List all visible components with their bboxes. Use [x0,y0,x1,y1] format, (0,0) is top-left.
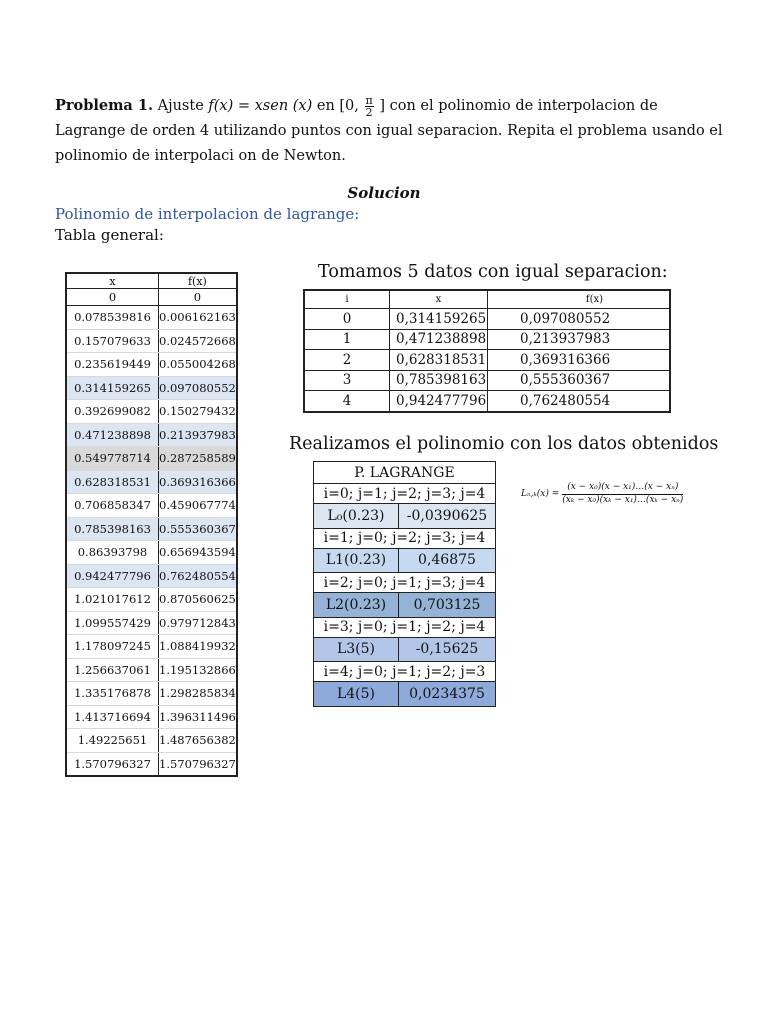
cell-x: 0.86393798 [66,541,159,565]
cell-fx: 0.656943594 [159,541,237,565]
cell-fx: 1.298285834 [159,682,237,706]
lagrange-value-row [314,504,496,529]
cell-x: 1.256637061 [66,658,159,682]
table-row [66,306,237,330]
table-row [66,470,237,494]
table-row [66,353,237,377]
lagrange-label: L₀(0.23) [314,504,399,529]
lagrange-value: 0,46875 [399,548,496,573]
cell-x: 0,785398163 [390,370,488,391]
problem-label: Problema 1. [55,97,154,114]
table-row [66,376,237,400]
lagrange-index-row [314,484,496,504]
cell-x: 1.49225651 [66,729,159,753]
formula-denominator: (xₖ − x₀)(xₖ − x₁)…(xₖ − xₙ) [562,495,684,505]
problem-text-1: Ajuste [157,98,204,114]
table-row [304,309,670,330]
lagrange-table-title: P. LAGRANGE [314,462,496,484]
cell-x: 0.942477796 [66,564,159,588]
cell-x: 1.413716694 [66,705,159,729]
cell-fx: 0.369316366 [159,470,237,494]
cell-fx: 0,555360367 [488,370,671,391]
table-row [304,329,670,350]
cell-fx: 0,369316366 [488,350,671,371]
column-header-i: i [304,290,390,309]
lagrange-value: -0,15625 [399,637,496,662]
cell-fx: 1.396311496 [159,705,237,729]
cell-fx: 1.195132866 [159,658,237,682]
table-row [66,588,237,612]
table-row [66,494,237,518]
cell-fx: 1.088419932 [159,635,237,659]
table-row [66,611,237,635]
lagrange-label: L4(5) [314,682,399,707]
lagrange-value: -0,0390625 [399,504,496,529]
cell-x: 0,942477796 [390,391,488,412]
lagrange-label: L3(5) [314,637,399,662]
cell-fx: 0,097080552 [488,309,671,330]
table-row [66,682,237,706]
cell-fx: 0.024572668 [159,329,237,353]
column-header-x: x [66,273,159,289]
lagrange-indices: i=1; j=0; j=2; j=3; j=4 [314,528,496,548]
table-row [66,752,237,776]
cell-fx: 0.555360367 [159,517,237,541]
cell-x: 1.178097245 [66,635,159,659]
column-header-x: x [390,290,488,309]
lagrange-indices: i=0; j=1; j=2; j=3; j=4 [314,484,496,504]
polynomial-caption: Realizamos el polinomio con los datos obtenidos [289,434,719,454]
cell-x: 1.099557429 [66,611,159,635]
cell-fx: 0.213937983 [159,423,237,447]
table-row [66,329,237,353]
cell-fx: 0.762480554 [159,564,237,588]
table-row [66,447,237,471]
lagrange-index-row [314,573,496,593]
cell-fx: 0.979712843 [159,611,237,635]
lagrange-label: L2(0.23) [314,593,399,618]
cell-i: 4 [304,391,390,412]
table-row [66,289,237,306]
table-row [66,400,237,424]
five-points-caption: Tomamos 5 datos con igual separacion: [318,262,668,282]
table-row [304,350,670,371]
cell-fx: 0,762480554 [488,391,671,412]
cell-x: 0.785398163 [66,517,159,541]
table-row [66,658,237,682]
cell-x: 1.570796327 [66,752,159,776]
lagrange-value-row [314,548,496,573]
lagrange-table [313,461,496,707]
lagrange-indices: i=2; j=0; j=1; j=3; j=4 [314,573,496,593]
cell-i: 2 [304,350,390,371]
table-row [66,517,237,541]
cell-fx: 0.459067774 [159,494,237,518]
cell-i: 1 [304,329,390,350]
cell-x: 1.021017612 [66,588,159,612]
table-row [66,541,237,565]
cell-fx: 0.055004268 [159,353,237,377]
column-header-fx: f(x) [159,273,237,289]
cell-x: 0.706858347 [66,494,159,518]
table-row [66,564,237,588]
cell-fx: 1.487656382 [159,729,237,753]
lagrange-value-row [314,637,496,662]
general-table-label: Tabla general: [55,226,164,244]
cell-x: 0,314159265 [390,309,488,330]
lagrange-value: 0,0234375 [399,682,496,707]
table-row [66,729,237,753]
formula-lhs: Lₙ,ₖ(x) = [521,489,560,499]
cell-x: 0,628318531 [390,350,488,371]
cell-x: 0,471238898 [390,329,488,350]
table-row [304,391,670,412]
lagrange-formula [521,482,683,506]
cell-fx: 0.097080552 [159,376,237,400]
general-table [65,272,238,777]
cell-x: 0.157079633 [66,329,159,353]
lagrange-index-row [314,528,496,548]
solution-title: Solucion [347,184,421,202]
problem-text-3: ] con el polinomio de interpolacion de Lagrange de orden 4 utilizando puntos con igual separacion. Repita el problema usando el polinomio de interpolaci on de Newton. [55,98,723,164]
cell-x: 0.628318531 [66,470,159,494]
lagrange-value: 0,703125 [399,593,496,618]
lagrange-heading: Polinomio de interpolacion de lagrange: [55,205,360,223]
lagrange-value-row [314,593,496,618]
lagrange-indices: i=4; j=0; j=1; j=2; j=3 [314,662,496,682]
cell-x: 0.078539816 [66,306,159,330]
five-points-table [303,289,671,413]
table-row [66,705,237,729]
lagrange-index-row [314,662,496,682]
table-row [66,423,237,447]
formula-numerator: (x − x₀)(x − x₁)…(x − xₙ) [562,482,683,495]
problem-function: f(x) = xsen (x) [208,98,313,114]
fraction-numerator: π [365,93,373,107]
pi-over-two-fraction [365,95,374,118]
general-table-body [66,289,237,777]
cell-fx: 0.006162163 [159,306,237,330]
cell-x: 0.392699082 [66,400,159,424]
cell-fx: 0.287258589 [159,447,237,471]
cell-x: 0.471238898 [66,423,159,447]
cell-fx: 0 [159,289,237,306]
cell-fx: 0.870560625 [159,588,237,612]
cell-fx: 0.150279432 [159,400,237,424]
table-row [304,370,670,391]
cell-x: 1.335176878 [66,682,159,706]
column-header-fx: f(x) [488,290,671,309]
lagrange-index-row [314,617,496,637]
cell-x: 0.314159265 [66,376,159,400]
five-points-body [304,309,670,412]
lagrange-label: L1(0.23) [314,548,399,573]
lagrange-indices: i=3; j=0; j=1; j=2; j=4 [314,617,496,637]
lagrange-value-row [314,682,496,707]
problem-text-2: en [0, [316,98,359,114]
cell-i: 0 [304,309,390,330]
table-row [66,635,237,659]
cell-x: 0.549778714 [66,447,159,471]
lagrange-table-body [314,462,496,707]
problem-statement [55,93,725,169]
cell-fx: 1.570796327 [159,752,237,776]
cell-i: 3 [304,370,390,391]
fraction-denominator: 2 [365,105,373,119]
cell-fx: 0,213937983 [488,329,671,350]
cell-x: 0 [66,289,159,306]
formula-fraction [562,482,683,506]
cell-x: 0.235619449 [66,353,159,377]
